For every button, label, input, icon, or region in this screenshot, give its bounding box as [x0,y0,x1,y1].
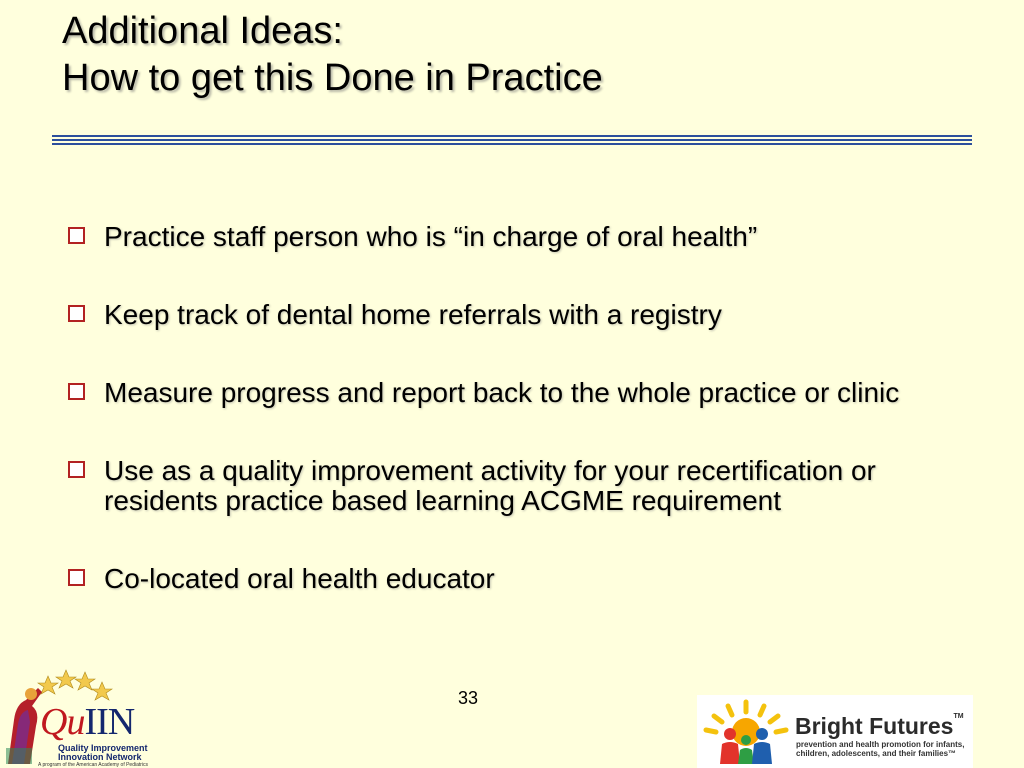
title-divider [52,135,972,147]
bright-futures-name: Bright Futures™ [795,713,964,739]
bullet-item [64,564,964,594]
quiin-tagline: A program of the American Academy of Pediatrics [38,762,149,768]
bullet-item [64,222,964,252]
checkbox-bullet-icon [68,461,85,478]
checkbox-bullet-icon [68,569,85,586]
bullet-text: Practice staff person who is “in charge of oral health” [104,221,758,252]
bright-futures-family-icon [700,698,792,766]
quiin-subtitle-1: Quality Improvement [58,743,148,753]
checkbox-bullet-icon [68,227,85,244]
bullet-text: Keep track of dental home referrals with a registry [104,299,722,330]
checkbox-bullet-icon [68,305,85,322]
checkbox-bullet-icon [68,383,85,400]
quiin-subtitle-2: Innovation Network [58,752,142,762]
bullet-list [64,222,964,594]
quiin-name: QuIIN [40,701,135,743]
bullet-item [64,456,964,516]
bullet-item [64,300,964,330]
bullet-text: Measure progress and report back to the whole practice or clinic [104,377,900,408]
title-line-1: Additional Ideas: [62,10,343,52]
bullet-text: Co-located oral health educator [104,563,495,594]
bullet-item [64,378,964,408]
slide-title [62,8,603,102]
bullet-text: Use as a quality improvement activity for your recertification or residents practice based learning ACGME requirement [104,455,876,516]
page-number: 33 [458,688,479,708]
title-line-2: How to get this Done in Practice [62,57,603,99]
bright-futures-tagline: prevention and health promotion for infants, children, adolescents, and their families™ [796,740,965,758]
